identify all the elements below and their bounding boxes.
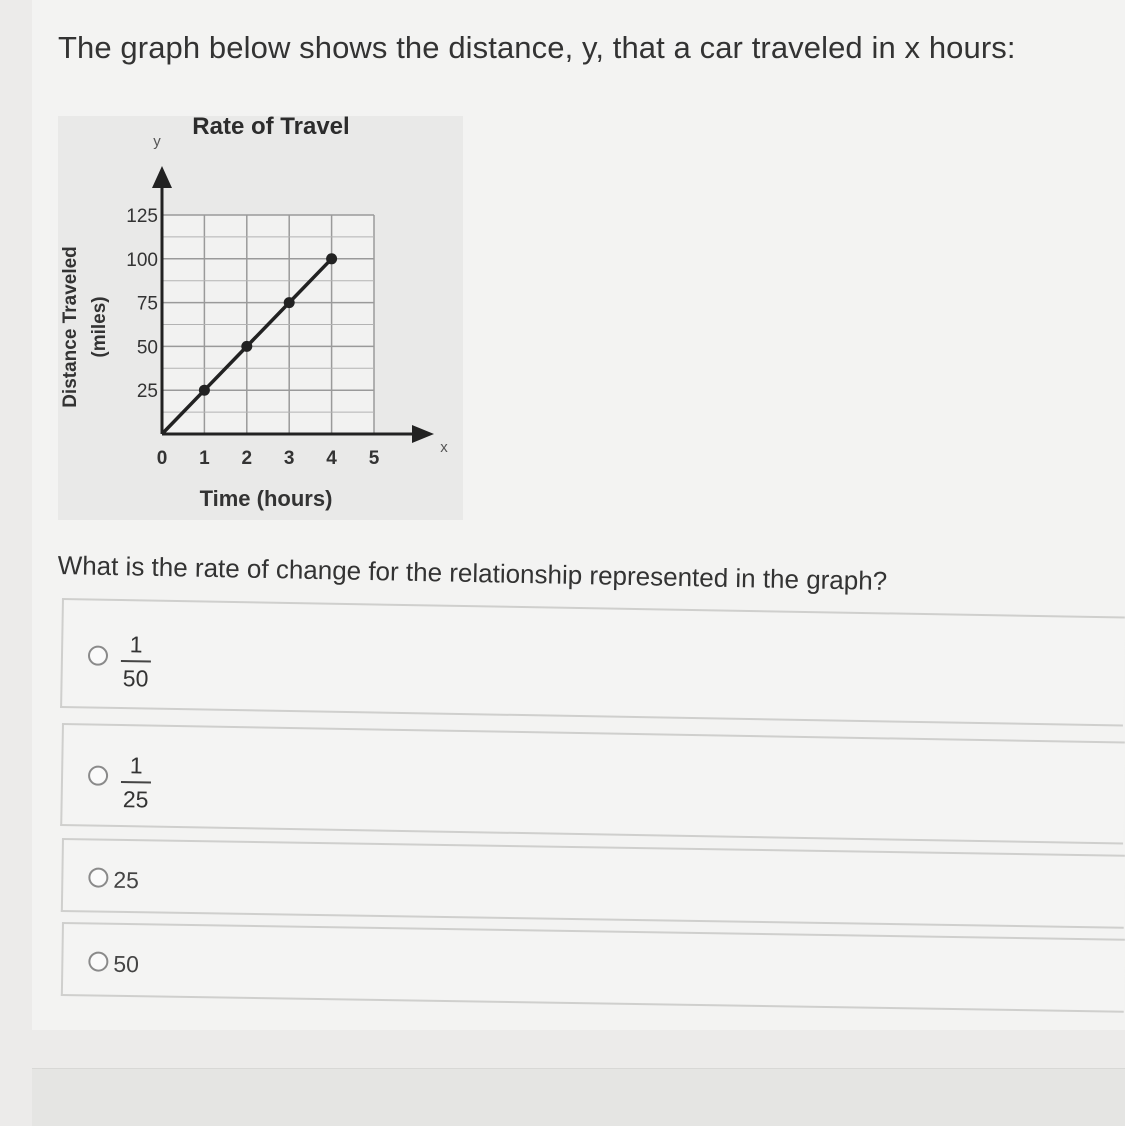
x-tick-label: 1 [199, 448, 210, 469]
fraction-bar [121, 660, 151, 663]
data-point [284, 297, 295, 308]
x-axis-title: Time (hours) [199, 486, 333, 511]
radio-button-2[interactable] [88, 765, 108, 785]
chart-title: Rate of Travel [192, 116, 350, 140]
data-point [241, 341, 252, 352]
y-tick-label: 125 [126, 206, 158, 227]
option-1-fraction [120, 631, 151, 692]
x-tick-label: 5 [368, 448, 380, 469]
radio-button-3[interactable] [88, 867, 108, 887]
y-axis-title-line1: Distance Traveled [60, 246, 81, 408]
y-tick-label: 75 [136, 293, 158, 315]
plot-area [126, 166, 434, 469]
x-tick-label: 4 [326, 448, 337, 469]
x-axis-arrow [412, 425, 434, 443]
option-2-numerator: 1 [129, 752, 143, 779]
option-4-label: 50 [113, 950, 140, 978]
option-1-numerator: 1 [129, 631, 143, 658]
option-2-denominator: 25 [122, 786, 149, 813]
question-text: The graph below shows the distance, y, that a car traveled in x hours: [58, 30, 1016, 65]
answer-option-1[interactable] [60, 598, 1125, 727]
option-2-fraction [120, 752, 151, 813]
y-axis-arrow [152, 166, 172, 188]
data-point [199, 385, 210, 396]
y-axis-title-line2: (miles) [89, 296, 110, 358]
y-tick-label: 50 [136, 337, 158, 359]
x-tick-label: 0 [156, 448, 168, 469]
next-card-edge [32, 1068, 1125, 1126]
y-tick-label: 25 [136, 381, 158, 403]
x-tick-label: 2 [241, 448, 253, 469]
x-axis-letter: x [440, 439, 448, 456]
y-tick-label: 100 [126, 249, 158, 271]
option-3-label: 25 [113, 866, 140, 894]
prompt-text: What is the rate of change for the relationship represented in the graph? [57, 550, 888, 596]
chart-panel [58, 116, 463, 520]
y-axis-letter: y [153, 133, 161, 150]
radio-button-4[interactable] [88, 951, 108, 971]
answer-option-2[interactable] [60, 723, 1125, 845]
option-1-denominator: 50 [122, 665, 149, 692]
data-point [326, 253, 337, 264]
rate-of-travel-chart [58, 116, 463, 520]
radio-button-1[interactable] [88, 645, 108, 665]
x-tick-label: 3 [283, 448, 295, 469]
fraction-bar [121, 781, 151, 784]
